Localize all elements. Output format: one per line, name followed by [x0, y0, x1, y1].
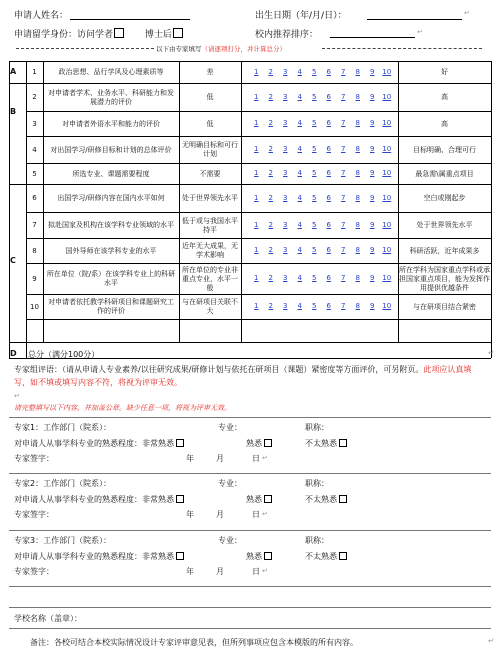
row-number: 2: [32, 93, 37, 101]
score-option[interactable]: 6: [326, 145, 331, 153]
applicant-name-label: 申请人姓名：: [14, 11, 69, 21]
score-scale[interactable]: [249, 68, 394, 76]
high-anchor-label: 最急需\属重点项目: [415, 169, 474, 178]
section-letter-d: D: [10, 349, 17, 358]
score-option[interactable]: 4: [297, 302, 302, 310]
score-scale[interactable]: [249, 93, 394, 101]
score-option[interactable]: 9: [370, 302, 375, 310]
school-seal-label: 学校名称（盖章）：: [14, 614, 82, 623]
score-option[interactable]: 3: [283, 119, 288, 127]
familiar-checkbox[interactable]: [264, 439, 272, 447]
postdoc-checkbox[interactable]: [173, 28, 183, 38]
signature-month-label: 月: [216, 510, 224, 519]
paragraph-mark: ↵: [262, 454, 268, 462]
row-number: 8: [32, 246, 37, 255]
score-scale[interactable]: [249, 169, 394, 177]
comments-warning: 此项应认真填写，如不填或填写内容不符，将视为评审无效。: [14, 365, 472, 387]
high-anchor-label: 与在研项目结合紧密: [413, 302, 476, 311]
score-option[interactable]: 6: [326, 274, 331, 282]
section-letter-c: C: [10, 256, 16, 265]
familiar-label: 熟悉: [246, 439, 262, 448]
score-option[interactable]: 10: [382, 67, 392, 76]
score-option[interactable]: 5: [312, 274, 317, 282]
paragraph-mark: ↵: [488, 349, 494, 357]
birth-date-field[interactable]: [367, 19, 462, 20]
score-option[interactable]: 8: [355, 119, 360, 127]
score-option[interactable]: 6: [326, 302, 331, 310]
low-anchor-label: 处于世界领先水平: [182, 194, 238, 202]
row-number: 5: [32, 169, 37, 178]
expert-separator: [9, 530, 491, 531]
score-scale[interactable]: [249, 274, 394, 282]
score-scale[interactable]: [249, 145, 394, 153]
score-option[interactable]: 6: [326, 169, 331, 177]
score-scale[interactable]: [249, 221, 394, 229]
table-border-right: [491, 61, 492, 358]
score-option[interactable]: 6: [326, 119, 331, 127]
section-letter-a: A: [10, 67, 17, 76]
score-option[interactable]: 6: [326, 220, 331, 229]
low-anchor-label: 低: [206, 119, 214, 128]
birth-date-label: 出生日期（年/月/日）：: [255, 11, 347, 21]
score-option[interactable]: 9: [370, 169, 375, 177]
identity-label: [14, 27, 183, 40]
score-option[interactable]: 8: [355, 169, 360, 177]
score-scale[interactable]: [249, 302, 394, 310]
expert-title-label: 职称：: [305, 536, 329, 545]
score-option[interactable]: 9: [370, 220, 375, 229]
paragraph-mark: ↵: [464, 9, 470, 17]
unfamiliar-label: 不太熟悉: [305, 495, 337, 504]
signature-day-label: 日: [252, 454, 260, 463]
score-option[interactable]: 4: [297, 145, 302, 153]
score-option[interactable]: 9: [370, 274, 375, 282]
score-option[interactable]: 5: [312, 145, 317, 153]
familiarity-label: 对申请人从事学科专业的熟悉程度：非常熟悉: [14, 495, 174, 504]
signature-month-label: 月: [216, 454, 224, 463]
score-option[interactable]: 6: [326, 92, 331, 101]
score-option[interactable]: 2: [268, 274, 273, 282]
score-option[interactable]: 10: [382, 145, 392, 153]
familiar-label: 熟悉: [246, 552, 262, 561]
divider-dash-left: [16, 48, 154, 49]
unfamiliar-checkbox[interactable]: [339, 552, 347, 560]
score-option[interactable]: 7: [341, 119, 346, 127]
very-familiar-checkbox[interactable]: [176, 552, 184, 560]
familiar-option: [246, 551, 272, 562]
score-option[interactable]: 7: [341, 169, 346, 177]
score-option[interactable]: 3: [283, 169, 288, 177]
criterion-label: 拟赴国家及机构在该学科专业领域的水平: [48, 221, 174, 229]
score-option[interactable]: 7: [341, 274, 346, 282]
unfamiliar-checkbox[interactable]: [339, 439, 347, 447]
score-option[interactable]: 10: [382, 92, 392, 101]
familiar-option: [246, 494, 272, 505]
very-familiar-checkbox[interactable]: [176, 495, 184, 503]
score-option[interactable]: 8: [355, 193, 360, 202]
score-option[interactable]: 10: [382, 274, 392, 282]
familiar-option: [246, 438, 272, 449]
score-option[interactable]: 7: [341, 220, 346, 229]
unfamiliar-label: 不太熟悉: [305, 439, 337, 448]
score-option[interactable]: 8: [355, 92, 360, 101]
expert-department-label: 专家1：工作部门（院系）：: [14, 423, 112, 432]
signature-year-label: 年: [186, 454, 194, 463]
score-option[interactable]: 4: [297, 67, 302, 76]
low-anchor-label: 差: [206, 68, 214, 76]
score-option[interactable]: 9: [370, 92, 375, 101]
low-anchor-label: 所在单位的专业非重点专业，水平一般: [182, 265, 238, 292]
expert-familiarity-row: [14, 494, 184, 505]
score-option[interactable]: 2: [268, 302, 273, 310]
score-option[interactable]: 2: [268, 169, 273, 177]
criterion-label: 出国学习/研修内容在国内水平如何: [57, 194, 165, 202]
familiar-checkbox[interactable]: [264, 495, 272, 503]
criterion-label: 政治思想、品行学风及心理素质等: [58, 68, 164, 76]
low-anchor-label: 不需要: [199, 169, 221, 178]
expert-signature-label: 专家签字：: [14, 454, 54, 463]
expert-major-label: 专业：: [218, 423, 242, 432]
score-option[interactable]: 1: [254, 119, 259, 127]
divider-label: 以下由专家填写（请逐项打分，并计算总分）: [156, 45, 286, 53]
notice-text: 请完整填写以下内容，并加盖公章。缺少任意一项，将视为评审无效。: [14, 404, 231, 412]
expert-separator: [9, 473, 491, 474]
signature-year-label: 年: [186, 510, 194, 519]
criterion-label: 对申请者依托教学科研项目和课题研究工作的评价: [48, 298, 174, 315]
divider-dash-right: [322, 48, 482, 49]
section-letter-b: B: [10, 107, 17, 116]
criterion-label: 所选专业、课题需要程度: [72, 169, 150, 178]
score-option[interactable]: 1: [254, 67, 259, 76]
footnote-separator: [9, 628, 491, 629]
score-option[interactable]: 4: [297, 169, 302, 177]
criterion-label: 对出国学习/研修目标和计划的总体评价: [50, 145, 172, 154]
criterion-label: 所在单位（院/系）在该学科专业上的科研水平: [46, 270, 176, 287]
score-option[interactable]: 2: [268, 246, 273, 254]
score-option[interactable]: 1: [254, 274, 259, 282]
score-option[interactable]: 7: [341, 246, 346, 254]
score-option[interactable]: 3: [283, 145, 288, 153]
familiar-label: 熟悉: [246, 495, 262, 504]
paragraph-mark: ↵: [14, 392, 20, 400]
score-scale[interactable]: [249, 246, 394, 254]
expert-separator: [9, 586, 491, 587]
score-option[interactable]: 4: [297, 274, 302, 282]
score-option[interactable]: 6: [326, 246, 331, 254]
postdoc-label: 博士后: [144, 30, 172, 40]
comments-intro: 专家组评语：（请从申请人专业素养/以往研究成果/研修计划与依托在研项目（课题）紧密度等方面评价，可另附页。: [14, 365, 424, 374]
score-option[interactable]: 7: [341, 145, 346, 153]
expert-major-label: 专业：: [218, 479, 242, 488]
score-option[interactable]: 2: [268, 193, 273, 202]
score-option[interactable]: 5: [312, 119, 317, 127]
familiarity-label: 对申请人从事学科专业的熟悉程度：非常熟悉: [14, 552, 174, 561]
expert-title-label: 职称：: [305, 479, 329, 488]
score-option[interactable]: 9: [370, 193, 375, 202]
score-option[interactable]: 3: [283, 220, 288, 229]
unfamiliar-option: [305, 438, 347, 449]
expert-familiarity-row: [14, 438, 184, 449]
low-anchor-label: 无明确目标和可行计划: [182, 141, 238, 158]
table-row-line: [26, 319, 491, 320]
score-option[interactable]: 5: [312, 302, 317, 310]
high-anchor-label: 高: [441, 93, 448, 101]
school-rank-label: 校内推荐排序：: [255, 30, 319, 40]
low-anchor-label: 与在研项目关联不大: [182, 298, 238, 315]
score-option[interactable]: 8: [355, 246, 360, 254]
score-option[interactable]: 10: [382, 193, 392, 202]
criterion-label: 对申请者学术、业务水平、科研能力和发展潜力的评价: [48, 88, 174, 106]
signature-day-label: 日: [252, 567, 260, 576]
expert-major-label: 专业：: [218, 536, 242, 545]
score-option[interactable]: 10: [382, 220, 392, 229]
score-option[interactable]: 3: [283, 246, 288, 254]
score-option[interactable]: 1: [254, 193, 259, 202]
score-option[interactable]: 10: [382, 302, 392, 310]
row-number: 3: [32, 119, 37, 128]
score-option[interactable]: 5: [312, 193, 317, 202]
table-border-left: [9, 61, 10, 358]
score-option[interactable]: 1: [254, 302, 259, 310]
unfamiliar-checkbox[interactable]: [339, 495, 347, 503]
expert-comments[interactable]: [14, 363, 486, 389]
score-option[interactable]: 2: [268, 92, 273, 101]
high-anchor-label: 好: [441, 68, 448, 76]
score-option[interactable]: 3: [283, 274, 288, 282]
score-option[interactable]: 2: [268, 145, 273, 153]
expert-separator: [9, 417, 491, 418]
signature-day-label: 日: [252, 510, 260, 519]
score-option[interactable]: 9: [370, 119, 375, 127]
score-option[interactable]: 8: [355, 67, 360, 76]
score-option[interactable]: 10: [382, 246, 392, 254]
unfamiliar-label: 不太熟悉: [305, 552, 337, 561]
unfamiliar-option: [305, 551, 347, 562]
row-number: 7: [32, 221, 37, 229]
score-option[interactable]: 3: [283, 302, 288, 310]
score-option[interactable]: 9: [370, 145, 375, 153]
table-column-line: [43, 61, 44, 342]
high-anchor-label: 科研活跃，近年成果多: [409, 246, 480, 255]
score-option[interactable]: 7: [341, 92, 346, 101]
score-option[interactable]: 1: [254, 246, 259, 254]
visiting-scholar-checkbox[interactable]: [114, 28, 124, 38]
criterion-label: 对申请者外语水平和能力的评价: [62, 119, 160, 128]
score-option[interactable]: 6: [326, 193, 331, 202]
high-anchor-label: 高: [441, 119, 448, 128]
score-option[interactable]: 8: [355, 274, 360, 282]
low-anchor-label: 低于或与我国水平持平: [182, 216, 238, 234]
score-option[interactable]: 9: [370, 67, 375, 76]
very-familiar-checkbox[interactable]: [176, 439, 184, 447]
row-number: 9: [32, 274, 37, 283]
paragraph-mark: ↵: [262, 510, 268, 518]
score-option[interactable]: 4: [297, 92, 302, 101]
score-option[interactable]: 10: [382, 169, 392, 177]
paragraph-mark: ↵: [262, 567, 268, 575]
familiar-checkbox[interactable]: [264, 552, 272, 560]
high-anchor-label: 空白或刚起步: [423, 194, 466, 202]
criterion-label: 国外导师在该学科专业的水平: [65, 246, 157, 255]
expert-signature-label: 专家签字：: [14, 510, 54, 519]
unfamiliar-option: [305, 494, 347, 505]
score-option[interactable]: 4: [297, 246, 302, 254]
row-number: 6: [32, 194, 37, 202]
table-column-line: [26, 342, 27, 358]
low-anchor-label: 近年无大成果，无学术影响: [182, 242, 238, 259]
score-option[interactable]: 3: [283, 67, 288, 76]
score-option[interactable]: 5: [312, 246, 317, 254]
table-row-line: [9, 342, 491, 343]
applicant-name-field[interactable]: [70, 19, 190, 20]
score-option[interactable]: 4: [297, 119, 302, 127]
footnote: 备注：各校可结合本校实际情况设计专家评审意见表，但所列事项应包含本模版的所有内容。: [30, 638, 358, 647]
score-option[interactable]: 7: [341, 67, 346, 76]
score-option[interactable]: 2: [268, 220, 273, 229]
score-option[interactable]: 10: [382, 119, 392, 127]
school-rank-field[interactable]: [330, 37, 415, 38]
paragraph-mark: ↵: [417, 28, 423, 36]
score-option[interactable]: 4: [297, 220, 302, 229]
score-option[interactable]: 7: [341, 302, 346, 310]
score-option[interactable]: 3: [283, 92, 288, 101]
expert-title-label: 职称：: [305, 423, 329, 432]
high-anchor-label: 处于世界领先水平: [416, 221, 473, 229]
table-column-line: [241, 61, 242, 342]
score-option[interactable]: 8: [355, 145, 360, 153]
score-option[interactable]: 5: [312, 67, 317, 76]
score-option[interactable]: 5: [312, 220, 317, 229]
seal-separator: [9, 607, 491, 608]
score-option[interactable]: 7: [341, 193, 346, 202]
score-option[interactable]: 4: [297, 193, 302, 202]
expert-department-label: 专家2：工作部门（院系）：: [14, 479, 112, 488]
score-option[interactable]: 2: [268, 119, 273, 127]
low-anchor-label: 低: [206, 93, 214, 101]
score-option[interactable]: 1: [254, 169, 259, 177]
identity-visiting-scholar-label: 申请留学身份：访问学者: [14, 30, 114, 40]
score-option[interactable]: 1: [254, 220, 259, 229]
expert-signature-label: 专家签字：: [14, 567, 54, 576]
score-option[interactable]: 3: [283, 193, 288, 202]
score-scale[interactable]: [249, 119, 394, 127]
score-option[interactable]: 9: [370, 246, 375, 254]
expert-familiarity-row: [14, 551, 184, 562]
familiarity-label: 对申请人从事学科专业的熟悉程度：非常熟悉: [14, 439, 174, 448]
score-option[interactable]: 1: [254, 92, 259, 101]
score-option[interactable]: 1: [254, 145, 259, 153]
paragraph-mark: ↵: [488, 637, 494, 645]
signature-year-label: 年: [186, 567, 194, 576]
score-option[interactable]: 5: [312, 92, 317, 101]
score-scale[interactable]: [249, 194, 394, 202]
score-option[interactable]: 2: [268, 67, 273, 76]
score-option[interactable]: 8: [355, 220, 360, 229]
total-score-label: 总分（满分100分）: [28, 350, 100, 359]
score-option[interactable]: 8: [355, 302, 360, 310]
high-anchor-label: 所在学科为国家重点学科或承担国家重点项目，能为发挥作用提供优越条件: [399, 265, 490, 292]
row-number: 10: [30, 302, 39, 311]
row-number: 4: [32, 145, 37, 154]
expert-department-label: 专家3：工作部门（院系）：: [14, 536, 112, 545]
high-anchor-label: 目标明确、合理可行: [413, 145, 476, 154]
row-number: 1: [32, 68, 37, 76]
score-option[interactable]: 6: [326, 67, 331, 76]
signature-month-label: 月: [216, 567, 224, 576]
score-option[interactable]: 5: [312, 169, 317, 177]
